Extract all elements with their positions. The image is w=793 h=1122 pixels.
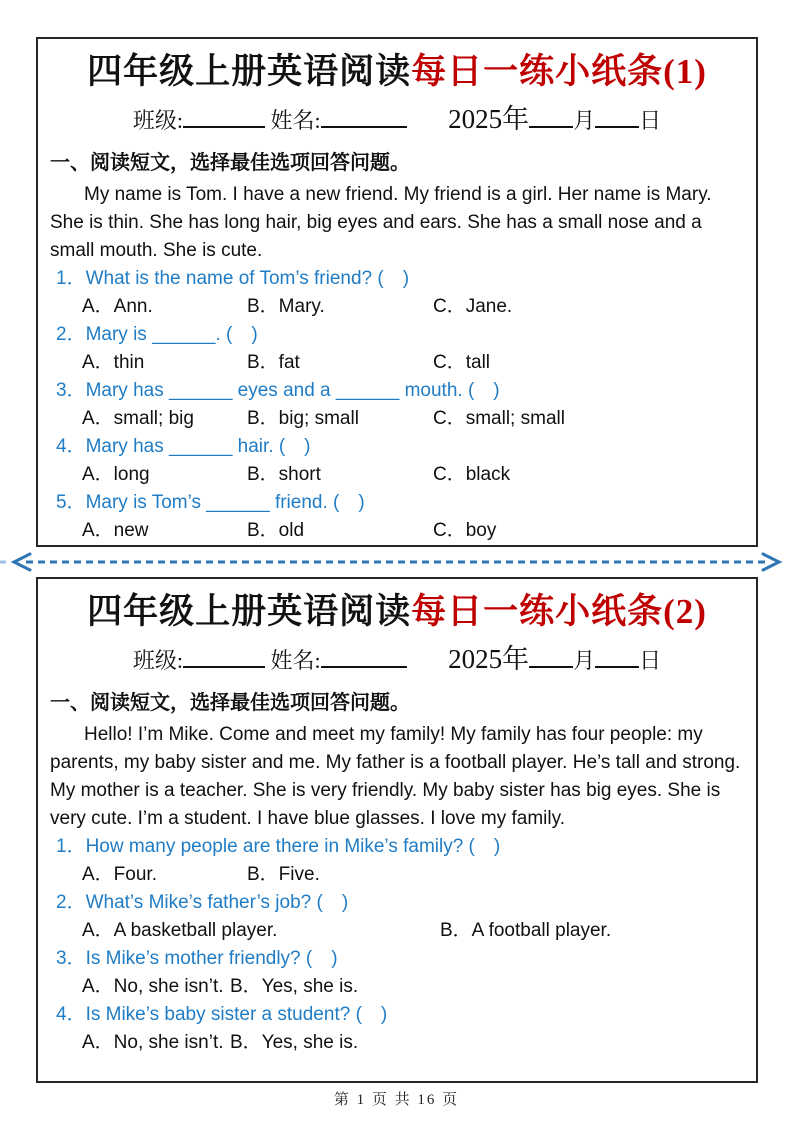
option-c: C．black (433, 464, 511, 485)
info-line (50, 641, 744, 679)
reading-passage: My name is Tom. I have a new friend. My friend is a girl. Her name is Mary. She is thin. She has long hair, big eyes and ears. She has a small nose and a small mouth. She is cute. (50, 184, 712, 261)
option-a: A．new (82, 520, 149, 541)
info-line (50, 101, 744, 139)
date-month-label: 月 (573, 648, 596, 673)
options-row (50, 861, 744, 889)
month-blank (529, 644, 573, 668)
options-row (50, 1029, 744, 1057)
name-blank (321, 104, 407, 128)
option-a: A．A basketball player. (82, 920, 278, 941)
option-b: B．short (247, 464, 321, 485)
title-red: 每日一练小纸条(2) (411, 592, 707, 631)
date-day-label: 日 (639, 648, 662, 673)
title-black: 四年级上册英语阅读 (87, 592, 412, 631)
option-a: A．Four. (82, 864, 157, 885)
date-year-label: 2025年 (448, 644, 530, 674)
page-number-footer: 第 1 页 共 16 页 (333, 1092, 460, 1108)
name-label: 姓名: (270, 648, 321, 673)
cut-divider-line (0, 551, 793, 573)
option-c: C．boy (433, 520, 497, 541)
worksheet-2 (36, 577, 758, 1083)
options-row (50, 917, 744, 945)
question-2: 2．Mary is ______. ( ) (56, 324, 258, 345)
section-heading: 一、阅读短文，选择最佳选项回答问题。 (50, 692, 410, 714)
question-2: 2．What’s Mike’s father’s job? ( ) (56, 892, 349, 913)
option-a: A．long (82, 464, 150, 485)
option-b: B．old (247, 520, 305, 541)
option-a: A．Ann. (82, 296, 153, 317)
worksheet-1 (36, 37, 758, 547)
options-row (50, 349, 744, 377)
options-row (50, 405, 744, 433)
option-a: A．No, she isn’t. (82, 976, 224, 997)
question-4: 4．Is Mike’s baby sister a student? ( ) (56, 1004, 388, 1025)
option-a: A．thin (82, 352, 145, 373)
name-blank (321, 644, 407, 668)
class-label: 班级: (132, 108, 183, 133)
option-c: C．tall (433, 352, 491, 373)
options-row (50, 973, 744, 1001)
dashed-cut-line-icon (0, 551, 793, 573)
day-blank (595, 644, 639, 668)
date-month-label: 月 (573, 108, 596, 133)
option-b: B．A football player. (440, 920, 612, 941)
option-b: B．fat (247, 352, 300, 373)
question-4: 4．Mary has ______ hair. ( ) (56, 436, 311, 457)
question-1: 1．What is the name of Tom’s friend? ( ) (56, 268, 410, 289)
class-blank (183, 104, 265, 128)
date-day-label: 日 (639, 108, 662, 133)
option-b: B．Yes, she is. (230, 1032, 359, 1053)
title-black: 四年级上册英语阅读 (87, 52, 412, 91)
month-blank (529, 104, 573, 128)
class-blank (183, 644, 265, 668)
option-c: C．small; small (433, 408, 565, 429)
reading-passage: Hello! I’m Mike. Come and meet my family! My family has four people: my parents, my baby sister and me. My father is a football player. He’s tall and strong. My mother is a teacher. She is very friendly. My baby sister has big eyes. She is very cute. I’m a student. I have blue glasses. I love my family. (50, 724, 741, 829)
option-b: B．Five. (247, 864, 320, 885)
date-year-label: 2025年 (448, 104, 530, 134)
option-a: A．No, she isn’t. (82, 1032, 224, 1053)
title-red: 每日一练小纸条(1) (411, 52, 707, 91)
options-row (50, 293, 744, 321)
options-row (50, 461, 744, 489)
question-3: 3．Is Mike’s mother friendly? ( ) (56, 948, 338, 969)
day-blank (595, 104, 639, 128)
option-b: B．Mary. (247, 296, 325, 317)
sheet-title (50, 589, 744, 635)
question-3: 3．Mary has ______ eyes and a ______ mouth. ( ) (56, 380, 500, 401)
name-label: 姓名: (270, 108, 321, 133)
option-b: B．big; small (247, 408, 359, 429)
section-heading: 一、阅读短文，选择最佳选项回答问题。 (50, 152, 410, 174)
option-b: B．Yes, she is. (230, 976, 359, 997)
question-1: 1．How many people are there in Mike’s family? ( ) (56, 836, 501, 857)
option-a: A．small; big (82, 408, 194, 429)
class-label: 班级: (132, 648, 183, 673)
option-c: C．Jane. (433, 296, 513, 317)
question-5: 5．Mary is Tom’s ______ friend. ( ) (56, 492, 365, 513)
options-row (50, 517, 744, 545)
sheet-title (50, 49, 744, 95)
